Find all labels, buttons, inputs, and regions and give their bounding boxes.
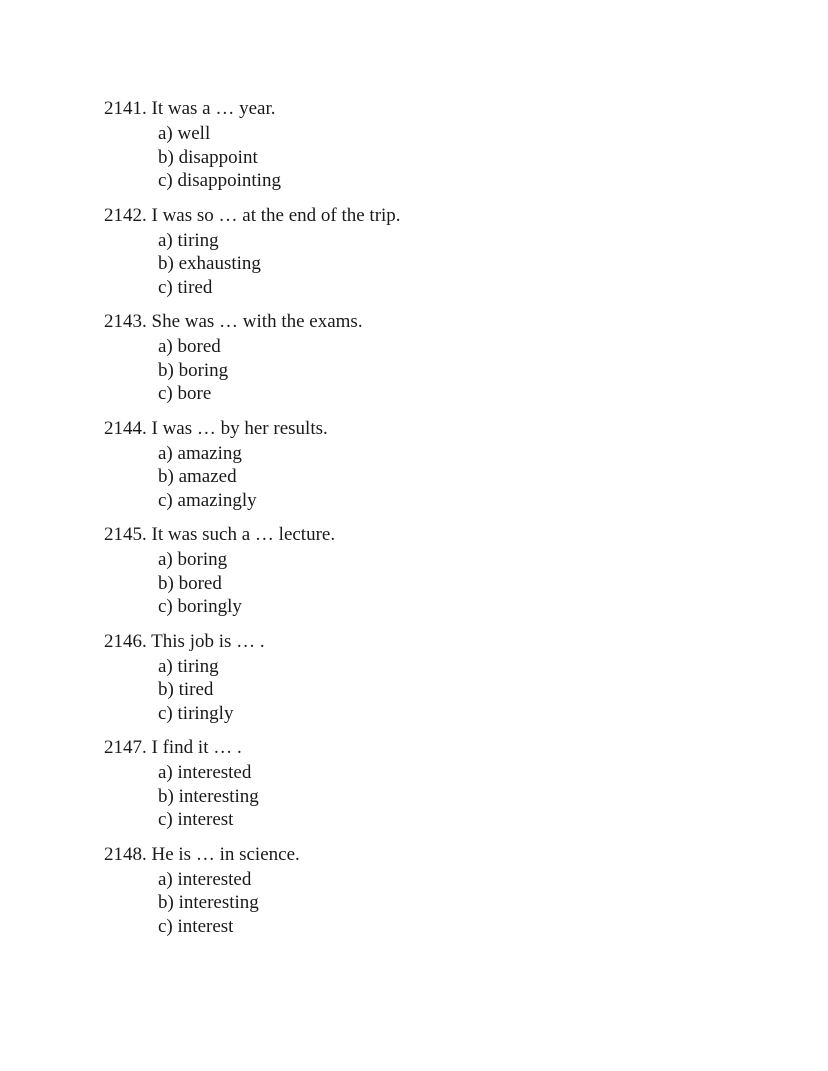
question-stem: [104, 629, 784, 655]
option-a: a) amazing: [158, 442, 242, 464]
option-c: c) bore: [158, 383, 212, 404]
options-list: [104, 229, 784, 300]
option-c: c) interest: [158, 809, 234, 830]
question-text: I was … by her results.: [151, 417, 328, 439]
option-b: b) boring: [158, 359, 229, 381]
exercise-page: [104, 96, 784, 948]
option-c: c) amazingly: [158, 489, 257, 511]
question-text: It was a … year.: [151, 98, 276, 119]
options-list: [104, 548, 784, 619]
question-2147: [104, 735, 784, 832]
question-number: 2147.: [104, 737, 147, 758]
option-c: c) interest: [158, 915, 234, 937]
question-2144: [104, 416, 784, 513]
question-stem: [104, 735, 784, 761]
question-number: 2141.: [104, 98, 147, 119]
option-a: a) well: [158, 123, 211, 144]
options-list: [104, 442, 784, 513]
options-list: [104, 868, 784, 939]
question-2148: [104, 842, 784, 939]
option-b: b) tired: [158, 679, 214, 700]
question-2142: [104, 203, 784, 300]
option-b: b) disappoint: [158, 146, 258, 168]
question-text: This job is … .: [151, 630, 265, 652]
option-c: c) disappointing: [158, 170, 281, 191]
options-list: [104, 761, 784, 832]
question-number: 2143.: [104, 311, 147, 332]
options-list: [104, 655, 784, 726]
option-c: c) tiringly: [158, 702, 234, 724]
option-b: b) amazed: [158, 466, 237, 487]
question-text: He is … in science.: [151, 843, 300, 865]
question-2146: [104, 629, 784, 726]
option-a: a) interested: [158, 868, 252, 890]
question-stem: [104, 96, 784, 122]
question-stem: [104, 416, 784, 442]
question-stem: [104, 309, 784, 335]
question-number: 2142.: [104, 204, 147, 226]
question-text: I was so … at the end of the trip.: [151, 204, 401, 226]
option-a: a) tiring: [158, 655, 219, 677]
question-text: She was … with the exams.: [151, 311, 363, 332]
option-a: a) tiring: [158, 229, 219, 251]
question-2145: [104, 522, 784, 619]
question-stem: [104, 522, 784, 548]
option-b: b) exhausting: [158, 253, 261, 274]
option-a: a) bored: [158, 336, 221, 357]
option-b: b) interesting: [158, 785, 259, 807]
question-number: 2146.: [104, 630, 147, 652]
question-number: 2144.: [104, 417, 147, 439]
option-a: a) interested: [158, 762, 252, 783]
option-c: c) tired: [158, 276, 213, 298]
question-2143: [104, 309, 784, 406]
option-c: c) boringly: [158, 596, 242, 617]
options-list: [104, 122, 784, 193]
question-stem: [104, 842, 784, 868]
question-stem: [104, 203, 784, 229]
options-list: [104, 335, 784, 406]
question-text: I find it … .: [151, 737, 242, 758]
question-text: It was such a … lecture.: [151, 524, 336, 545]
option-b: b) interesting: [158, 892, 259, 913]
option-b: b) bored: [158, 572, 222, 594]
question-2141: [104, 96, 784, 193]
option-a: a) boring: [158, 549, 228, 570]
question-number: 2148.: [104, 843, 147, 865]
question-number: 2145.: [104, 524, 147, 545]
